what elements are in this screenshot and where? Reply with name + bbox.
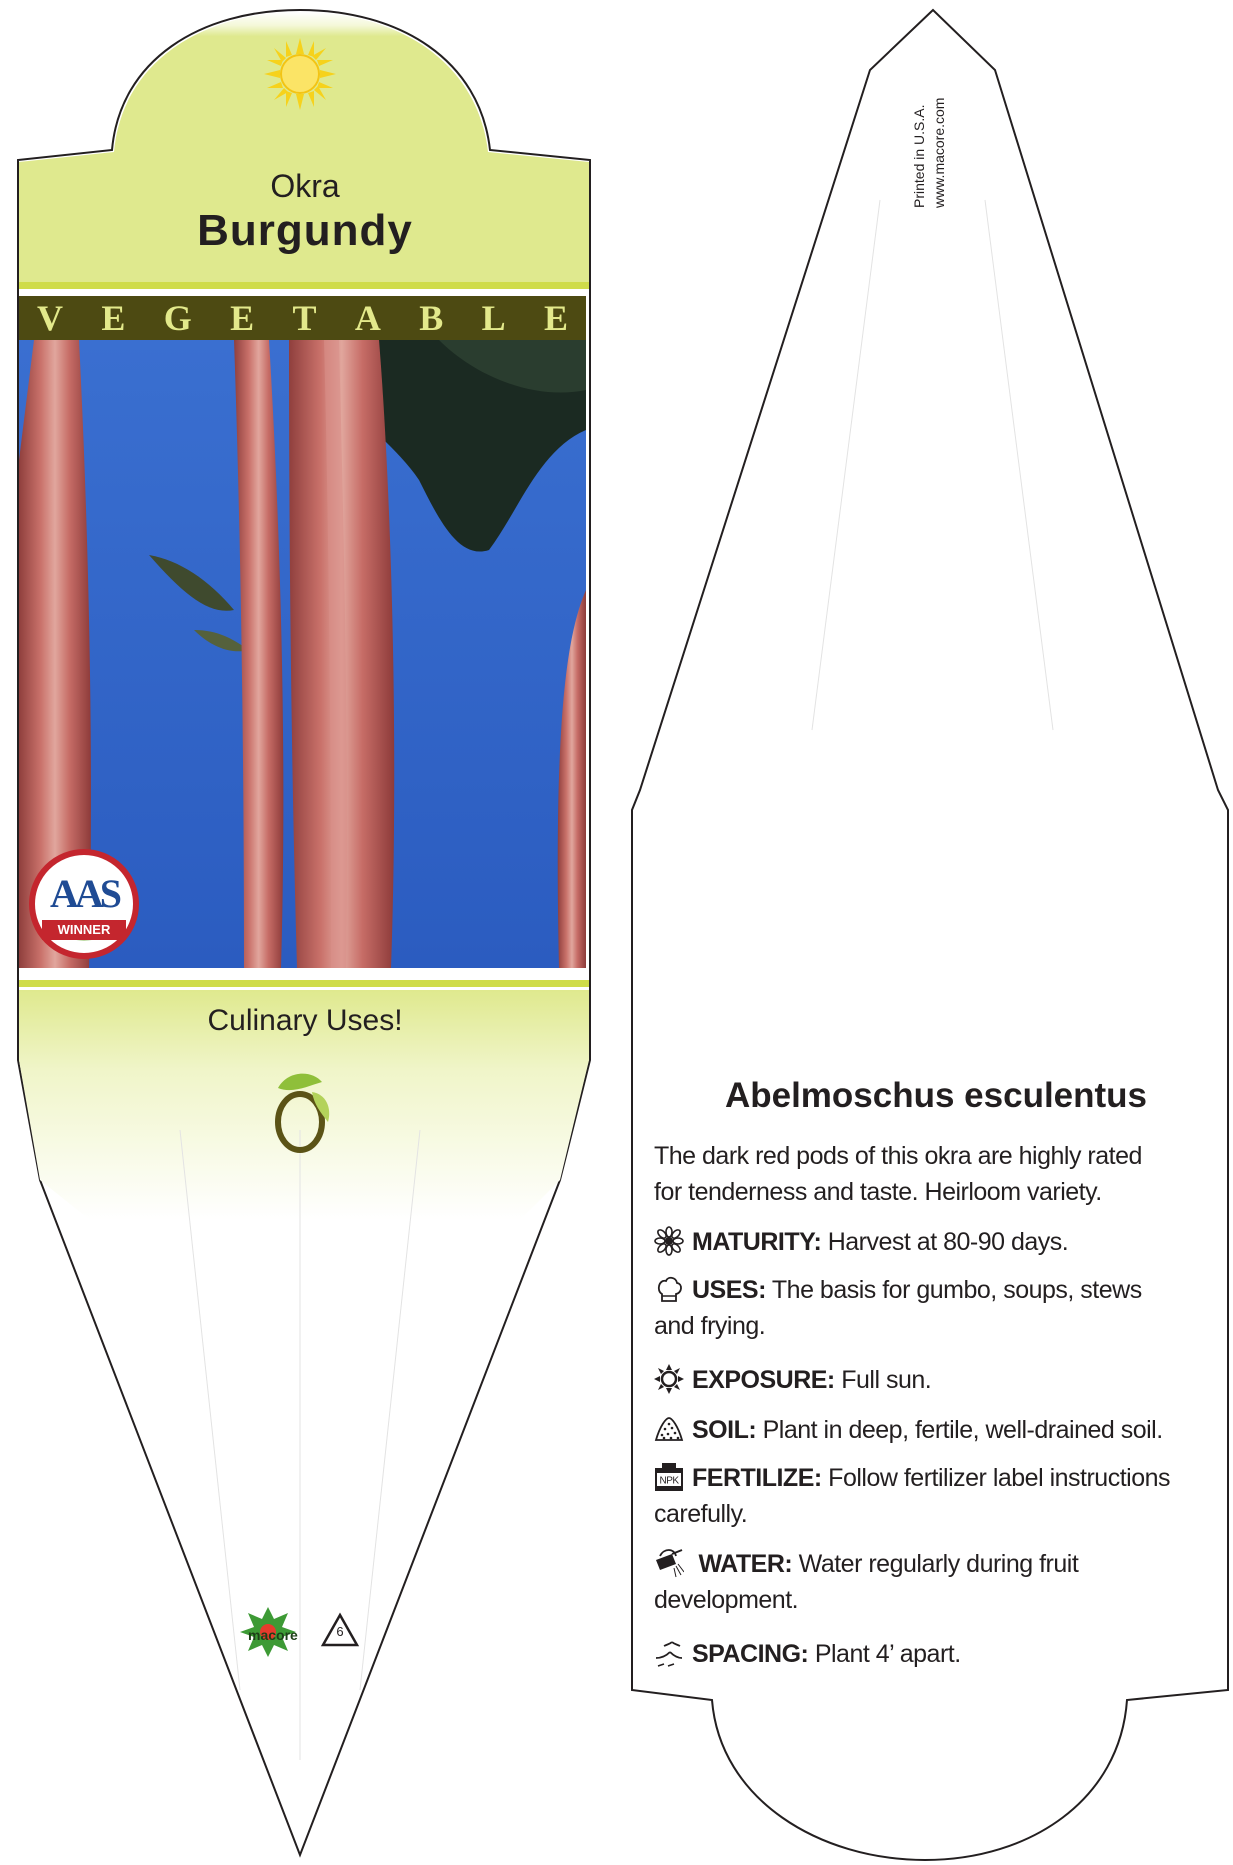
category-letter: T [292, 298, 317, 338]
care-text: Harvest at 80-90 days. [827, 1228, 1069, 1256]
sun-icon [654, 1364, 684, 1394]
care-text: Plant in deep, fertile, well-drained soil. [762, 1416, 1163, 1444]
category-letter: E [101, 298, 126, 338]
printed-in: Printed in U.S.A. [911, 104, 927, 208]
category-letter: E [230, 298, 255, 338]
care-label: USES: [692, 1276, 766, 1304]
category-letter: G [163, 298, 192, 338]
care-label: MATURITY: [692, 1228, 822, 1256]
care-fertilize [654, 1460, 1174, 1532]
description: The dark red pods of this okra are highly rated for tenderness and taste. Heirloom variety. [654, 1142, 1142, 1206]
care-exposure [654, 1362, 1174, 1398]
care-text: Water regularly during fruit development. [654, 1550, 1079, 1614]
care-label: SPACING: [692, 1640, 809, 1668]
watering-can-icon [654, 1548, 684, 1578]
variety-name: Burgundy [197, 206, 413, 255]
flower-icon [654, 1226, 684, 1256]
care-text: The basis for gumbo, soups, stews and frying. [654, 1276, 1142, 1340]
aas-badge-top-text: AAS [49, 871, 119, 916]
category-letter: A [354, 298, 381, 338]
care-uses [654, 1272, 1174, 1344]
print-info [895, 90, 1015, 220]
care-label: FERTILIZE: [692, 1464, 822, 1492]
brand-name: macore [248, 1627, 298, 1643]
category-letter: V [37, 298, 63, 338]
care-text: Follow fertilizer label instructions carefully. [654, 1464, 1171, 1528]
care-label: SOIL: [692, 1416, 757, 1444]
npk-icon [654, 1462, 684, 1492]
category-letter: L [481, 298, 506, 338]
aas-badge-bottom-text: WINNER [57, 922, 111, 937]
tagline: Culinary Uses! [207, 1004, 403, 1037]
care-label: WATER: [698, 1550, 793, 1578]
recycle-code: 6 [336, 1624, 344, 1639]
spacing-icon [654, 1638, 684, 1668]
common-name: Okra [270, 168, 340, 204]
care-text: Plant 4’ apart. [814, 1640, 961, 1668]
care-spacing [654, 1636, 1174, 1672]
chef-hat-icon [654, 1274, 684, 1304]
care-maturity [654, 1224, 1174, 1260]
care-label: EXPOSURE: [692, 1366, 835, 1394]
category-letter: B [419, 298, 444, 338]
care-water [654, 1546, 1174, 1618]
website: www.macore.com [931, 97, 947, 208]
care-soil [654, 1412, 1174, 1448]
soil-icon [654, 1414, 684, 1444]
botanical-name: Abelmoschus esculentus [724, 1076, 1148, 1115]
care-text: Full sun. [841, 1366, 932, 1394]
category-letter: E [543, 298, 568, 338]
svg-text:NPK: NPK [659, 1475, 679, 1487]
